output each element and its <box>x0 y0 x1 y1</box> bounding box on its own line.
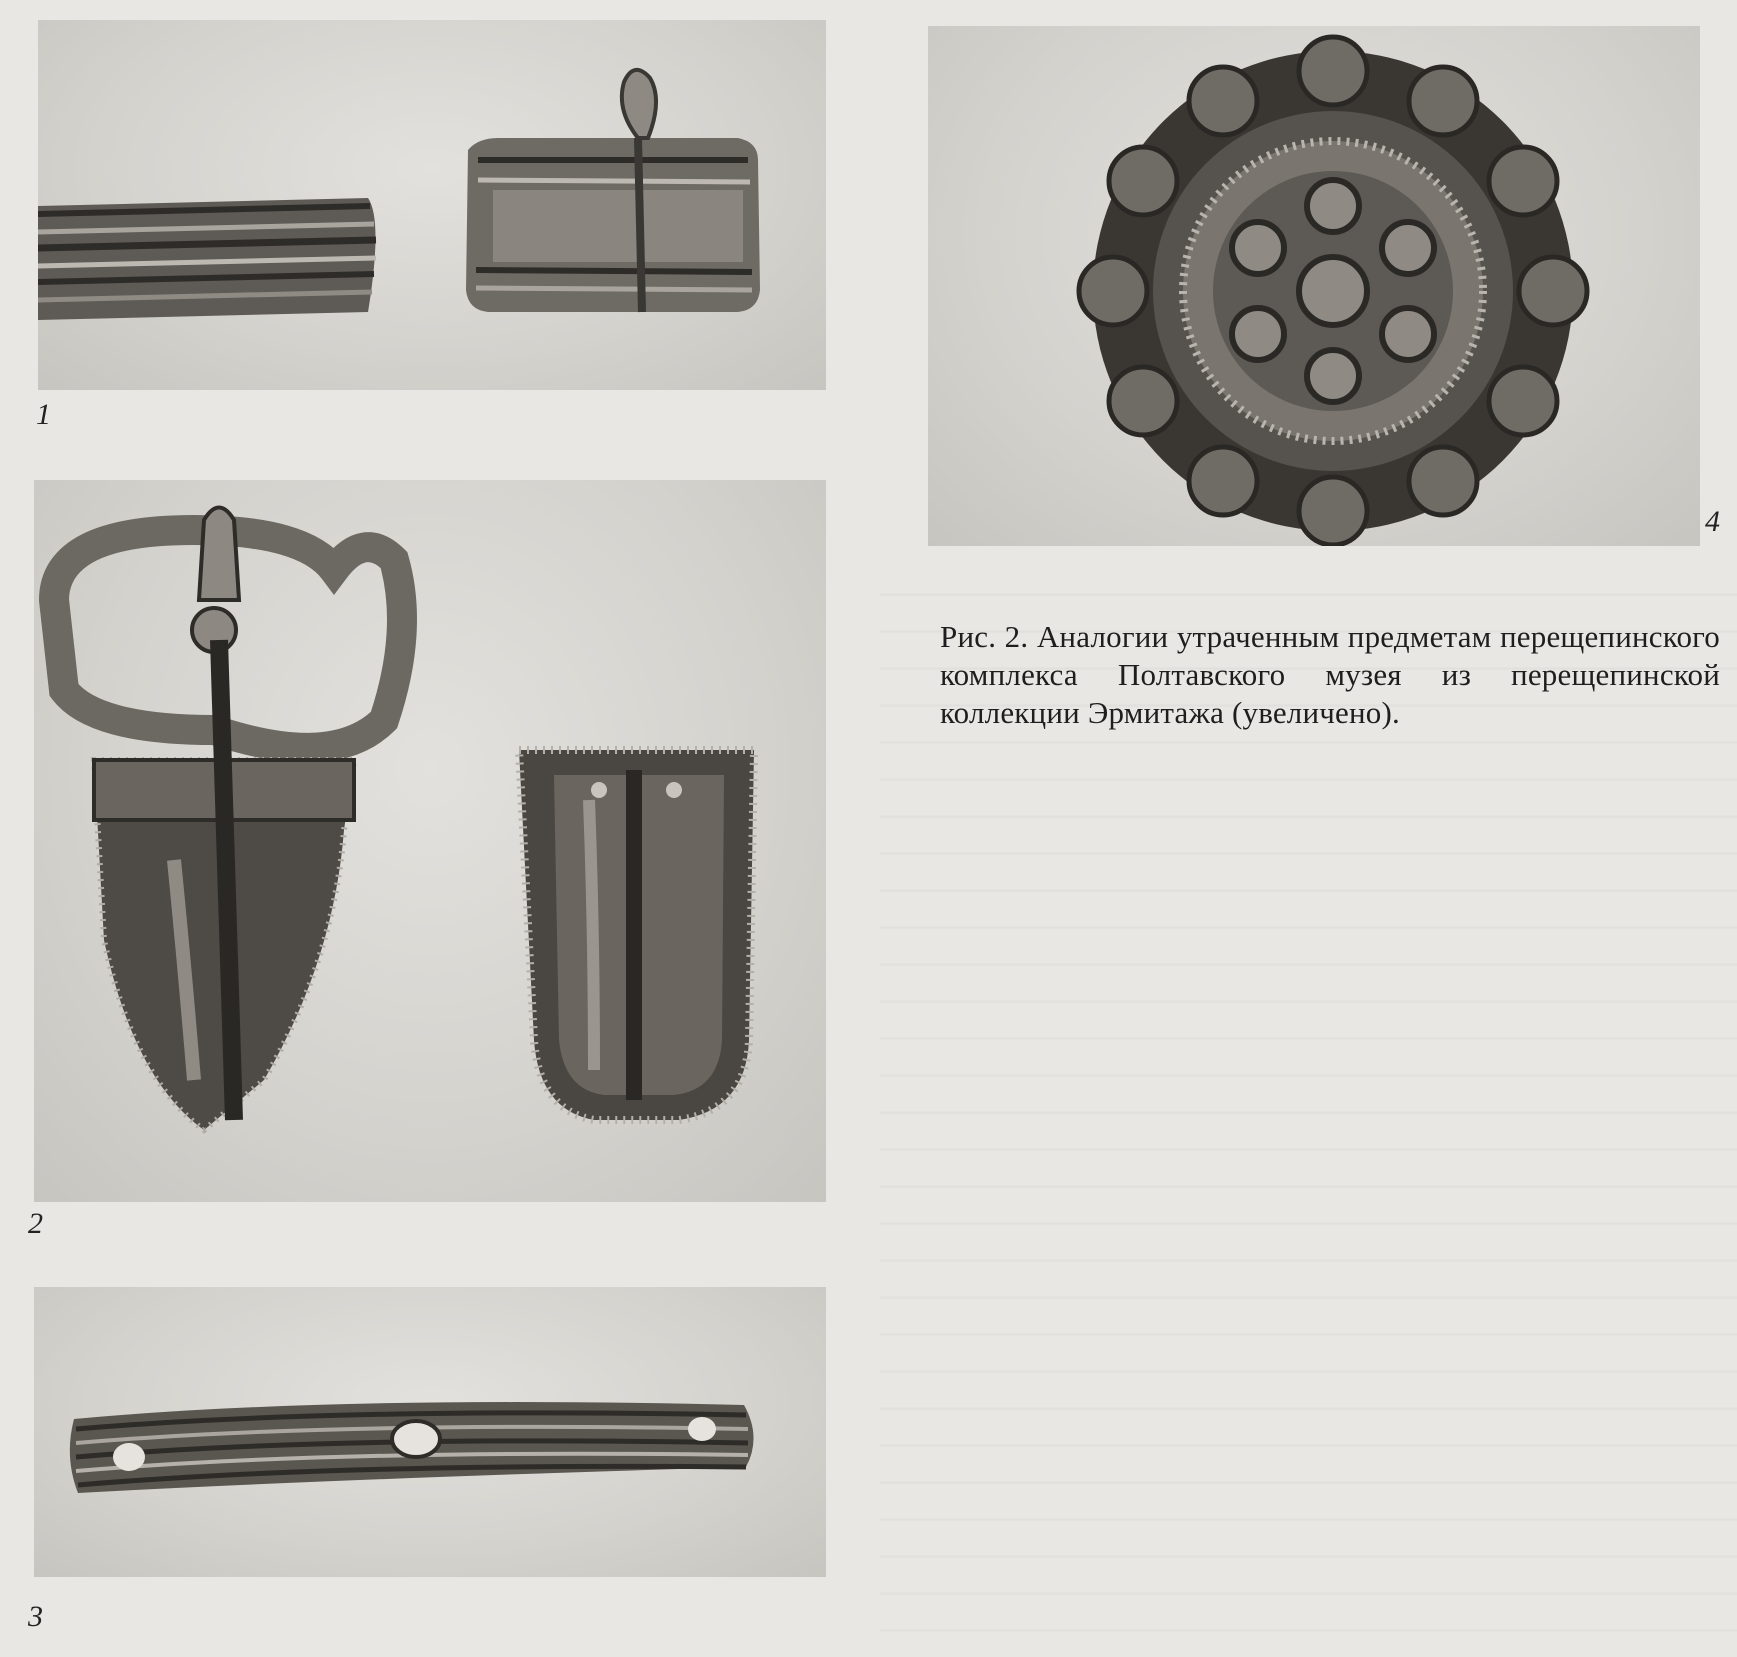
perforated-strap-photo <box>34 1287 826 1577</box>
photo-plate-4 <box>928 26 1700 546</box>
grooved-strap-fragment <box>38 198 376 320</box>
buckle <box>54 508 402 1131</box>
photo-plate-3 <box>34 1287 826 1577</box>
figure-label-3: 3 <box>28 1600 43 1633</box>
photo-plate-2 <box>34 480 826 1202</box>
figure-label-2: 2 <box>28 1207 43 1240</box>
rosette-ornament <box>1079 37 1587 545</box>
strap-end <box>519 750 754 1120</box>
strap-and-clasp-photo <box>38 20 826 390</box>
ribbed-strap-with-holes <box>70 1402 754 1493</box>
buckle-and-strap-end-photo <box>34 480 826 1202</box>
figure-caption: Рис. 2. Аналогии утраченным предметам перещепинского комплекса Полтавского музея из перещепинской коллекции Эрмитажа (увеличено). <box>940 619 1720 730</box>
rosette-photo <box>928 26 1700 546</box>
photo-plate-1 <box>38 20 826 390</box>
clasp-with-loop <box>466 70 760 312</box>
figure-label-4: 4 <box>1705 505 1720 538</box>
figure-label-1: 1 <box>36 398 51 431</box>
